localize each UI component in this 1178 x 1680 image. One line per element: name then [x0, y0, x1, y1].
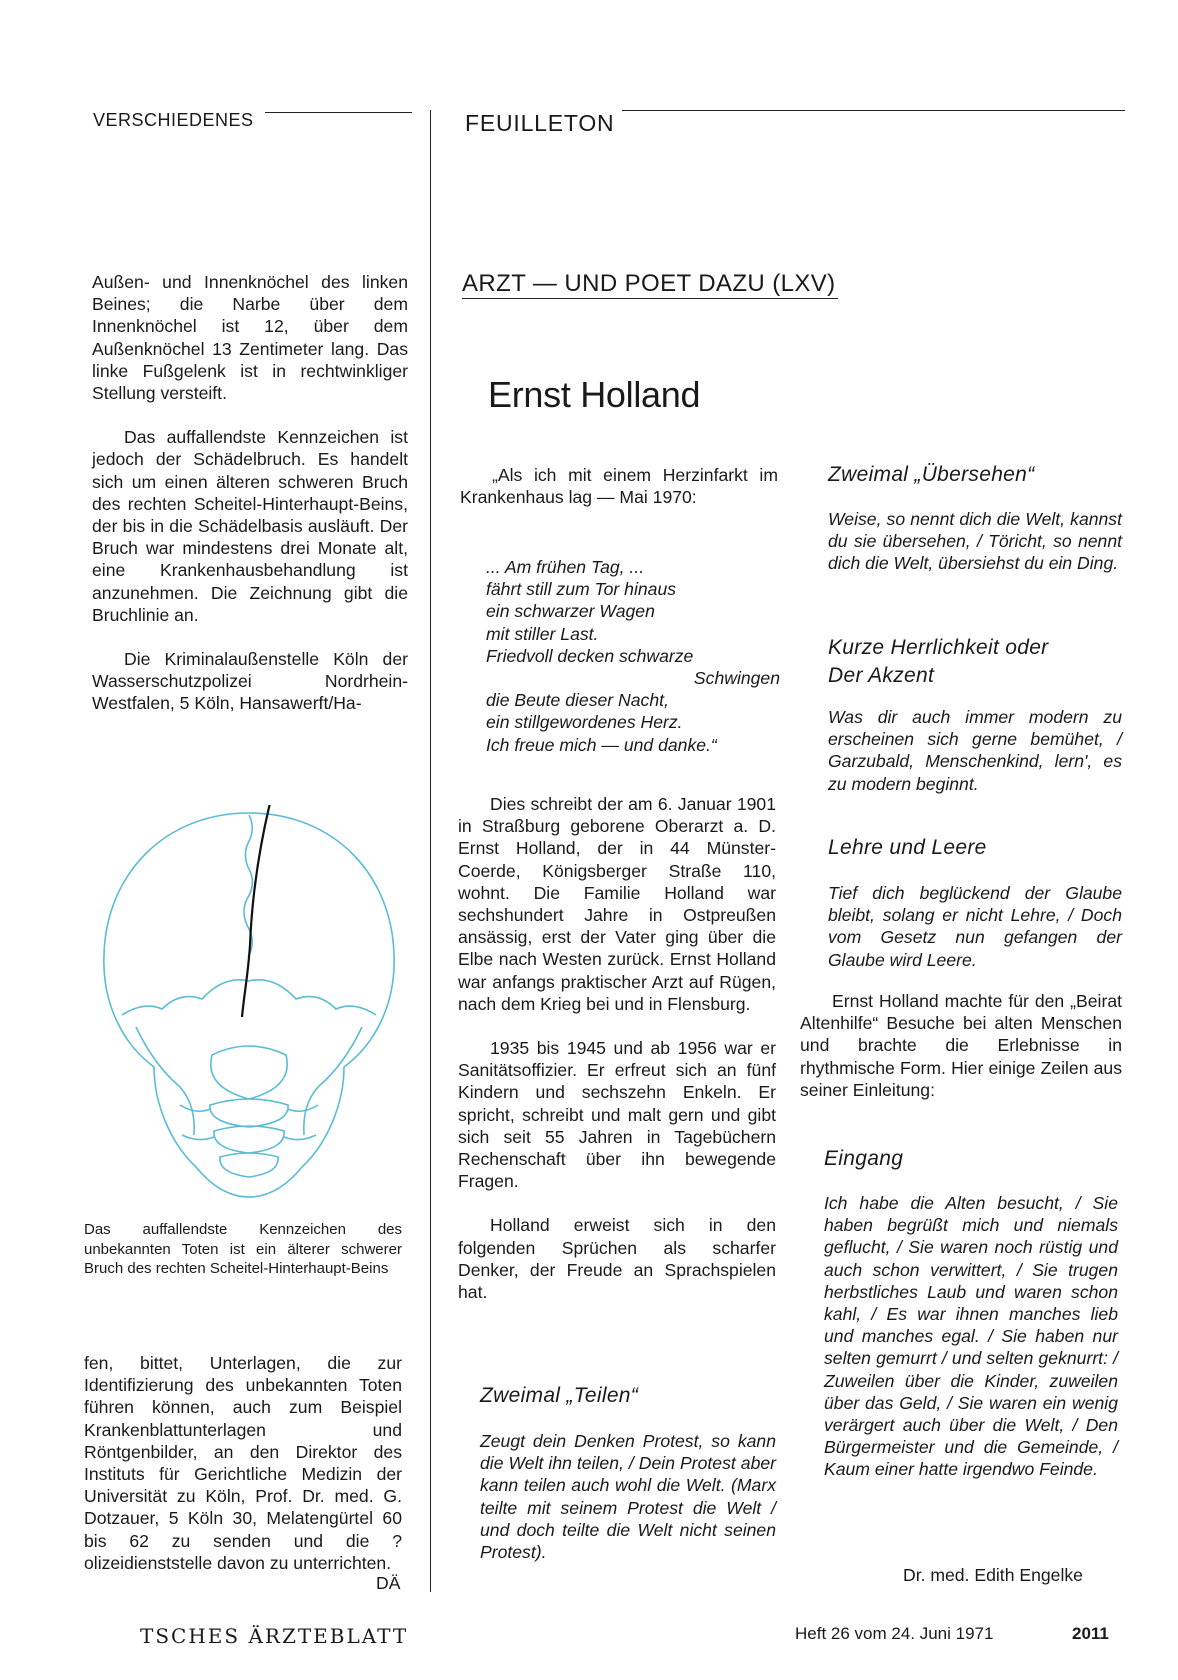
- left-paragraph-2: Das auffallendste Kennzeichen ist jedoch der Schädelbruch. Es handelt sich um einen älteren schweren Bruch des rechten Scheitel-Hinterhaupt-Beins, der bis in die Schädelbasis ausläuft. Der Bruch war mindestens drei Monate alt, eine Krankenhausbehandlung ist anzunehmen. Die Zeichnung gibt die Bruchlinie an.: [92, 427, 408, 625]
- middle-column-body: [458, 793, 776, 1303]
- left-paragraph-1: Außen- und Innenknöchel des linken Beines; die Narbe über dem Innenknöchel ist 12, über dem Außenknöchel 13 Zentimeter lang. Das linke Fußgelenk ist in rechtwinkliger Stellung versteift.: [92, 272, 408, 404]
- fracture-line: [242, 805, 270, 1017]
- kurze-text: Was dir auch immer modern zu erscheinen sich gerne bemühet, / Garzubald, Menschenkind, lern', es zu modern beginnt.: [828, 707, 1122, 794]
- poem-line: Schwingen: [693, 668, 780, 689]
- side-process-right: [284, 1105, 318, 1140]
- section-label-feuilleton: FEUILLETON: [465, 110, 615, 136]
- vertebra-3: [220, 1153, 278, 1177]
- middle-paragraph-3: Holland erweist sich in den folgenden Sprüchen als scharfer Denker, der Freude an Sprachspielen hat.: [458, 1215, 776, 1303]
- teilen-text: Zeugt dein Denken Protest, so kann die Welt ihn teilen, / Dein Protest aber kann teilen auch wohl die Welt. (Marx teilte mit seinem Protest die Welt / und doch teilte die Welt nicht seinen Protest).: [480, 1431, 776, 1563]
- middle-paragraph-2: 1935 bis 1945 und ab 1956 war er Sanitätsoffizier. Er erfreut sich an fünf Kindern und sechszehn Enkeln. Er spricht, schreibt und malt gern und gibt sich seit 55 Jahren in Tagebüchern Rechenschaft über ihn bewegende Fragen.: [458, 1038, 776, 1192]
- left-paragraph-4: fen, bittet, Unterlagen, die zur Identifizierung des unbekannten Toten führen können, auch zum Beispiel Krankenblattunterlagen und Röntgenbilder, an den Direktor des Instituts für Gerichtliche Medizin der Universität zu Köln, Prof. Dr. med. G. Dotzauer, 5 Köln 30, Melatengürtel 60 bis 62 zu senden und die ?olizeidienststelle davon zu unterrichten.: [84, 1353, 402, 1573]
- left-column-top: [92, 271, 408, 715]
- footer-masthead: TSCHES ÄRZTEBLATT: [140, 1624, 409, 1648]
- column-divider: [430, 110, 431, 1592]
- right-paragraph: Ernst Holland machte für den „Beirat Altenhilfe“ Besuche bei alten Menschen und brachte die Erlebnisse in rhythmische Form. Hier einige Zeilen aus seiner Einleitung:: [800, 991, 1122, 1100]
- eingang-text: Ich habe die Alten besucht, / Sie haben begrüßt mich und niemals geflucht, / Sie waren noch rüstig und auch schon verwittert, / Sie trugen herbstliches Laub und waren schon kahl, / Es war ihnen manches lieb und manches egal. / Sie haben nur selten gemurrt / und selten geknurrt: / Zuweilen über die Kinder, zuweilen über das Geld, / Sie waren ein wenig verärgert auch über die Welt, / Den Bürgermeister und die Gemeinde, / Kaum einer hatte irgendwo Feinde.: [824, 1193, 1118, 1480]
- poem-line: ... Am frühen Tag, ...: [486, 557, 645, 577]
- footer-issue: Heft 26 vom 24. Juni 1971: [795, 1624, 994, 1643]
- poem-line: fährt still zum Tor hinaus: [486, 579, 677, 600]
- middle-paragraph-1: Dies schreibt der am 6. Januar 1901 in Straßburg geborene Oberarzt a. D. Ernst Holland, der in 44 Münster-Coerde, Königsberger Straße 110, wohnt. Die Familie Holland war sechshundert Jahre in Ostpreußen ansässig, erst der Vater ging über die Elbe nach Westen zurück. Ernst Holland war anfangs praktischer Arzt auf Rügen, nach dem Krieg bei und in Flensburg.: [458, 794, 776, 1014]
- subhead-kurze-herrlichkeit: [828, 634, 1048, 690]
- foramen: [211, 1046, 287, 1099]
- poem-line: mit stiller Last.: [486, 623, 599, 644]
- signature-da: DÄ: [376, 1573, 401, 1593]
- header-rule-right: [622, 110, 1125, 111]
- article-title: Ernst Holland: [488, 374, 701, 415]
- uebersehen-text: Weise, so nennt dich die Welt, kannst du sie übersehen, / Töricht, so nennt dich die Welt, übersiehst du ein Ding.: [828, 509, 1122, 574]
- author-credit: Dr. med. Edith Engelke: [903, 1565, 1083, 1585]
- section-label-verschiedenes: VERSCHIEDENES: [93, 110, 254, 130]
- left-paragraph-3: Die Kriminalaußenstelle Köln der Wasserschutzpolizei Nordrhein-Westfalen, 5 Köln, Hansawerft/Ha-: [92, 649, 408, 714]
- page-number: 2011: [1072, 1624, 1109, 1643]
- poem-line: ein schwarzer Wagen: [486, 601, 655, 622]
- left-column-bottom: [84, 1352, 402, 1574]
- kurze-head-line-1: Kurze Herrlichkeit oder: [828, 636, 1049, 659]
- lambdoid-suture: [122, 980, 376, 1015]
- poem-line: Ich freue mich — und danke.“: [486, 734, 717, 755]
- subhead-teilen: Zweimal „Teilen“: [480, 1384, 639, 1407]
- lehre-text: Tief dich beglückend der Glaube bleibt, solang er nicht Lehre, / Doch vom Gesetz nun gefangen der Glaube wird Leere.: [828, 883, 1122, 970]
- skull-figure: [84, 805, 414, 1205]
- poem-line: ein stillgewordenes Herz.: [486, 712, 683, 733]
- subhead-eingang: Eingang: [824, 1147, 904, 1170]
- figure-caption: Das auffallendste Kennzeichen des unbekannten Toten ist ein älterer schwerer Bruch des rechten Scheitel-Hinterhaupt-Beins: [84, 1221, 402, 1277]
- vertebra-1: [210, 1099, 288, 1127]
- vertebra-2: [214, 1126, 284, 1153]
- poem: [486, 556, 780, 756]
- side-process-left: [180, 1105, 214, 1140]
- poem-line: die Beute dieser Nacht,: [486, 690, 669, 711]
- subhead-lehre-und-leere: Lehre und Leere: [828, 836, 987, 859]
- kurze-head-line-2: Der Akzent: [828, 664, 935, 687]
- intro-paragraph: „Als ich mit einem Herzinfarkt im Krankenhaus lag — Mai 1970:: [460, 465, 778, 508]
- header-rule-left: [265, 112, 412, 113]
- subhead-uebersehen: Zweimal „Übersehen“: [828, 463, 1035, 486]
- poem-line: Friedvoll decken schwarze: [486, 645, 694, 666]
- series-underline: [462, 298, 838, 299]
- series-heading: ARZT — UND POET DAZU (LXV): [462, 270, 836, 297]
